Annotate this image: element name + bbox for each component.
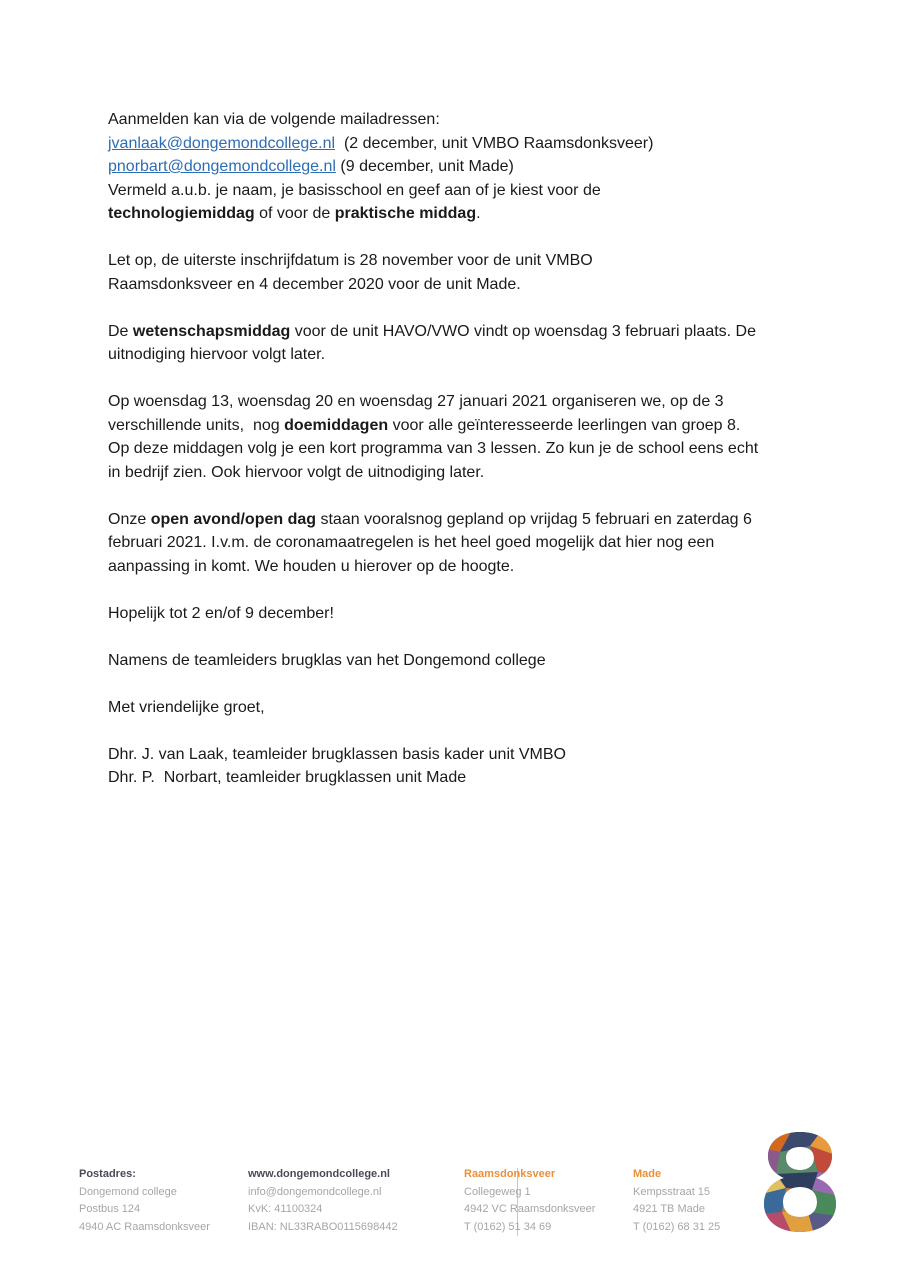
email1-note: (2 december, unit VMBO Raamsdonksveer) [335,134,654,152]
letter-body [108,108,808,813]
email-link-pnorbart[interactable]: pnorbart@dongemondcollege.nl [108,158,336,175]
technologiemiddag-bold: technologiemiddag [108,205,255,222]
footer-web: www.dongemondcollege.nl info@dongemondcollege.nl KvK: 41100324 IBAN: NL33RABO0115698442 [248,1168,398,1233]
intro-text: Aanmelden kan via de volgende mailadressen: [108,111,440,128]
info-email[interactable]: info@dongemondcollege.nl [248,1185,382,1198]
footer-postadres: Postadres: Dongemond college Postbus 124 4940 AC Raamsdonksveer [79,1168,210,1233]
signature-van-laak: Dhr. J. van Laak, teamleider brugklassen basis kader unit VMBO [108,745,566,763]
doemiddagen-bold: doemiddagen [284,416,389,434]
greeting: Met vriendelijke groet, [108,698,265,716]
email-link-jvanlaak[interactable]: jvanlaak@dongemondcollege.nl [108,134,336,152]
open-avond-bold: open avond/open dag [150,510,317,528]
email2-note: (9 december, unit Made) [335,158,514,175]
dongemond-8-logo-icon [762,1130,838,1234]
praktische-middag-bold: praktische middag [334,205,477,222]
footer-made: Made Kempsstraat 15 4921 TB Made T (0162) 68 31 25 [633,1168,721,1233]
wetenschapsmiddag-paragraph: De wetenschapsmiddag voor de unit HAVO/VWO vindt op woensdag 3 februari plaats. De uitnodiging hiervoor volgt later. [108,322,756,363]
website-link[interactable]: www.dongemondcollege.nl [248,1168,390,1180]
signatures [108,743,808,790]
registration-paragraph: Aanmelden kan via de volgende mailadressen: jvanlaak@dongemondcollege.nl (2 december, unit VMBO Raamsdonksveer) pnorbart@dongemondcollege.nl (9 december, unit Made) Vermeld a.u.b. je naam, je basisschool en geef aan of je kiest voor de technologiemiddag of voor de praktische middag. [108,108,808,226]
letterhead-footer [79,1166,779,1236]
wetenschapsmiddag-bold: wetenschapsmiddag [132,322,291,340]
open-dag-paragraph: Onze open avond/open dag staan vooralsnog gepland op vrijdag 5 februari en zaterdag 6 februari 2021. I.v.m. de coronamaatregelen is het heel goed mogelijk dat hier nog een aanpassing in komt. We houden u hierover op de hoogte. [108,510,752,575]
namens-line: Namens de teamleiders brugklas van het Dongemond college [108,651,546,669]
deadline-paragraph: Let op, de uiterste inschrijfdatum is 28 november voor de unit VMBO Raamsdonksveer en 4 december 2020 voor de unit Made. [108,252,593,293]
closing-hope: Hopelijk tot 2 en/of 9 december! [108,604,334,622]
doemiddagen-paragraph: Op woensdag 13, woensdag 20 en woensdag 27 januari 2021 organiseren we, op de 3 verschillende units, nog doemiddagen voor alle geïnteresseerde leerlingen van groep 8. Op deze middagen volg je een kort programma van 3 lessen. Zo kun je de school eens echt in bedrijf zien. Ook hiervoor volgt de uitnodiging later. [108,393,759,481]
signature-norbart: Dhr. P. Norbart, teamleider brugklassen unit Made [108,769,467,786]
footer-raamsdonksveer: Raamsdonksveer Collegeweg 1 4942 VC Raamsdonksveer T (0162) 51 34 69 [464,1168,596,1233]
vermeld-line-1: Vermeld a.u.b. je naam, je basisschool en geef aan of je kiest voor de [108,181,601,199]
